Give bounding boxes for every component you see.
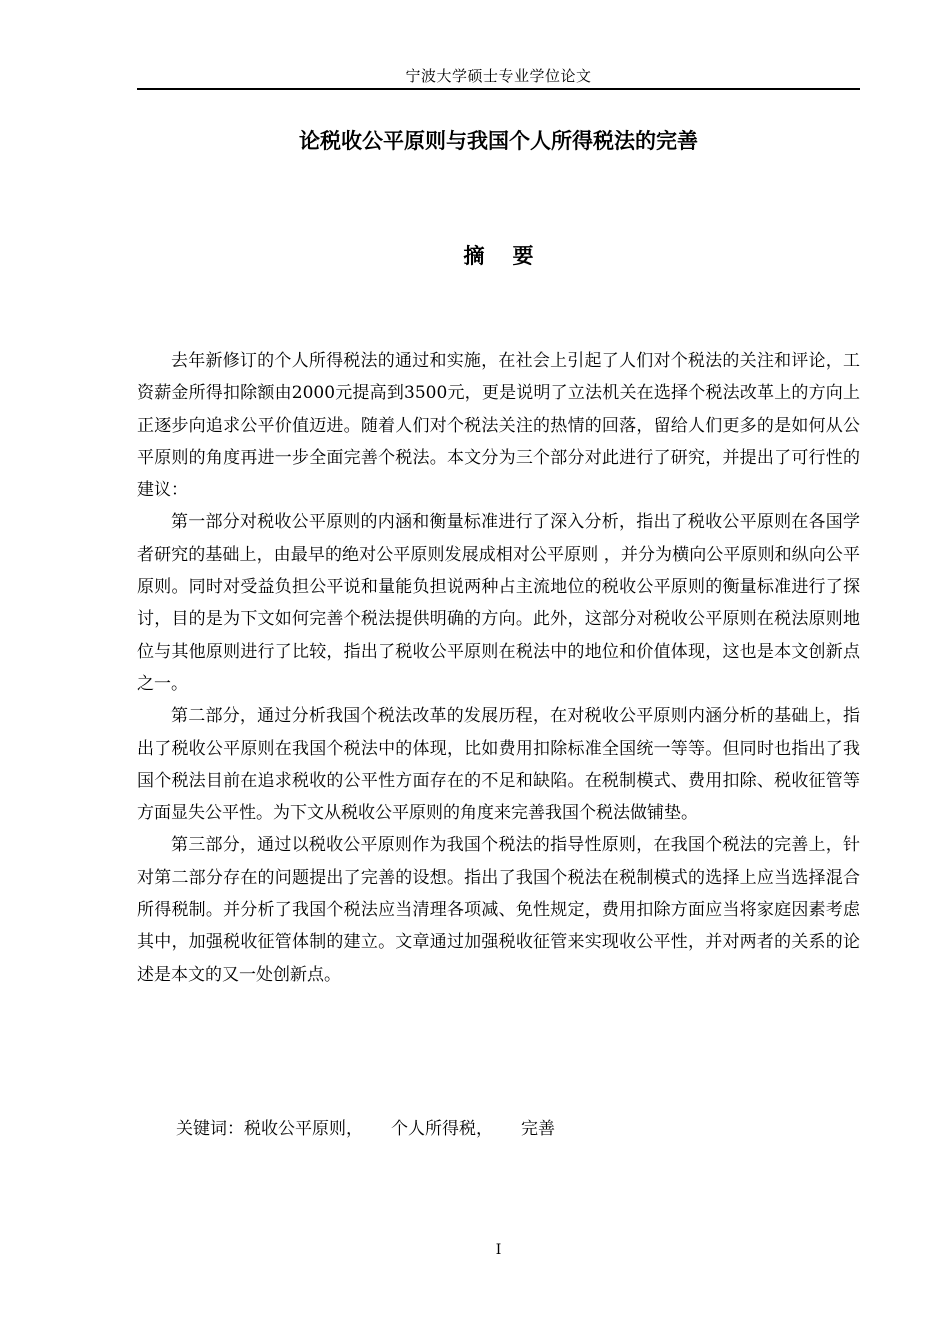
abstract-heading: 摘要: [463, 244, 562, 268]
abstract-paragraph-part-three: 第三部分，通过以税收公平原则作为我国个税法的指导性原则，在我国个税法的完善上，针对第二部分存在的问题提出了完善的设想。指出了我国个税法在税制模式的选择上应当选择混合所得税制。并分析了我国个税法应当清理各项减、免性规定，费用扣除方面应当将家庭因素考虑其中，加强税收征管体制的建立。文章通过加强税收征管来实现收公平性，并对两者的关系的论述是本文的又一处创新点。: [137, 835, 860, 985]
keywords-line: [176, 1116, 555, 1142]
keyword-item: 个人所得税，: [391, 1119, 493, 1139]
thesis-title: 论税收公平原则与我国个人所得税法的完善: [299, 129, 698, 153]
abstract-paragraph-part-two: 第二部分，通过分析我国个税法改革的发展历程，在对税收公平原则内涵分析的基础上，指出了税收公平原则在我国个税法中的体现，比如费用扣除标准全国统一等等。但同时也指出了我国个税法目前在追求税收的公平性方面存在的不足和缺陷。在税制模式、费用扣除、税收征管等方面显失公平性。为下文从税收公平原则的角度来完善我国个税法做铺垫。: [137, 706, 860, 824]
abstract-paragraph-part-one: 第一部分对税收公平原则的内涵和衡量标准进行了深入分析，指出了税收公平原则在各国学者研究的基础上，由最早的绝对公平原则发展成相对公平原则 ，并分为横向公平原则和纵向公平原则。同时对受益负担公平说和量能负担说两种占主流地位的税收公平原则的衡量标准进行了探讨，目的是为下文如何完善个税法提供明确的方向。此外，这部分对税收公平原则在税法原则地位与其他原则进行了比较，指出了税收公平原则在税法中的地位和价值体现，这也是本文创新点之一。: [137, 512, 860, 694]
running-header: 宁波大学硕士专业学位论文: [405, 67, 592, 85]
keyword-item: 完善: [521, 1119, 555, 1139]
abstract-paragraph-intro: 去年新修订的个人所得税法的通过和实施，在社会上引起了人们对个税法的关注和评论，工资薪金所得扣除额由2000元提高到3500元，更是说明了立法机关在选择个税法改革上的方向上正逐步向追求公平价值迈进。随着人们对个税法关注的热情的回落，留给人们更多的是如何从公平原则的角度再进一步全面完善个税法。本文分为三个部分对此进行了研究，并提出了可行性的建议：: [137, 351, 860, 501]
keyword-item: 税收公平原则，: [244, 1119, 363, 1139]
header-rule: [137, 88, 860, 90]
page-number: I: [495, 1242, 502, 1258]
keywords-label: 关键词：: [176, 1119, 244, 1139]
abstract-body: [137, 345, 860, 991]
